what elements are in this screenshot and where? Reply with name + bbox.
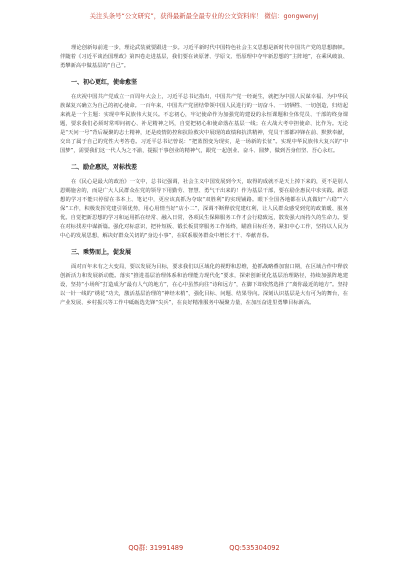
- section-1-paragraph: 在庆祝中国共产党成立一百周年大会上，习近平总书记指出，中国共产党一经诞生，就把为中国人民谋幸福、为中华民族谋复兴确立为自己的初心使命。一百年来，中国共产党团结带领中国人民进行的一切奋斗、一切牺牲、一切创造，归结起来就是一个主题：实现中华民族伟大复兴。不忘初心，牢记使命作为加强党的建设的永恒课题和全体党员、干部的终身课题，要求我们必须时常叩问初心、补足精神之钙，自觉把初心和使命落在基层一线；在大战大考中担使命、比作为。无论是“天问一号”背后凝聚的志士精神，还是疫情防控和抗险救灾中展现的政绩和抗洪精神，党员干部都冲锋在前、默默奉献，交出了属于自己的党性大考答卷。习近平总书记曾说：“把蓝图变为现实，是一场新的长征”。实现中华民族伟大复兴的“中国梦”，需要我们这一代人为之不渝，提振干事创业的精神气，跟党一起创业、奋斗、圆梦，做到吾身但坚、吾心永红。: [60, 94, 348, 154]
- intro-paragraph: 理论创新每前进一步，理论武装就要跟进一步。习近平新时代中国特色社会主义思想是新时代中国共产党的思想旗帜。伴随着《习近平谈治国理政》第四卷走进基层，我们要在读原著、学原文、悟原理中夺牢新思想的“主阵地”，在乘风破浪、勇攀新高中做基层的“自己”。: [60, 45, 348, 69]
- footer-contact: [0, 544, 408, 553]
- section-1-heading: 一、初心更红，使命愈坚: [71, 79, 138, 86]
- footer-qq: QQ:535304092: [229, 544, 280, 552]
- section-3-heading: 三、乘势而上，促发展: [71, 249, 132, 256]
- section-2-paragraph: 在《民心是最大的政治》一文中，总书记强调，社会主义中国发展到今天，取得的成就不是天上掉下来的，更不是别人恩赐施舍的，而是广大人民群众在党的领导下用勤劳、智慧、勇气干出来的！作为基层干部，要在励企惠民中求实践。新思想的学习不能只停留在书本上、笔记中，更应该真抓为夺取“双胜利”的实现铺路。眼下全国各地都在认真做好“六稳”“六保”工作，积极发挥党建引领优势，用心用情当好“店小二”，深调不断释放党建红利，让人民群众感受到党的政策暖、服务优。自觉把新思想的学习和运用抓在经常、融入日常，各项民生保障服务工作才会行稳致远，散发强大而持久的生命力。要在对标找差中谋新篇。强化对标意识，把补短板、锻长板贯穿服务工作始终，瞄准目标任务，紧扣中心工作，坚持以人民为中心的发展思想，解决好群众关切的“身边小事”，在联系服务群众中增长才干、奉献青春。: [60, 179, 348, 239]
- section-3-paragraph: 面对百年未有之大变局，要以发展为目标，要求我们以区域化的视野和思维，抢抓战略叠加窗口期，在区域合作中释放创新活力和发展新动能。落实“推进基层治理体系和治理能力现代化”要求，探索创新优化基层治理路径，持续加强阵地建设，坚持“小场所”打造成为“最有人气的地方”，在心中虽然向往“诗和远方”，在脚下却依然选择了“离你最近的地方”。坚持以一针一线的“绣花”功夫，激活基层治理的“神经末梢”，强化目标、问题、结果导向。深刻认识基层是大有可为的舞台，在产业发展、乡村振兴等工作中砥砺选先锋“尖兵”，在良好精准服务中凝聚力量，在加压奋进里勇攀目标新高。: [60, 264, 348, 306]
- footer-qq-group: QQ群: 31991489: [128, 544, 184, 552]
- header-banner: 关注头条号“公文研究”，获得最新最全最专业的公文资料库！ 微信：gongwenyj: [89, 12, 319, 20]
- article-body: [60, 44, 348, 309]
- section-2-heading: 二、励企惠民，对标找差: [71, 164, 138, 171]
